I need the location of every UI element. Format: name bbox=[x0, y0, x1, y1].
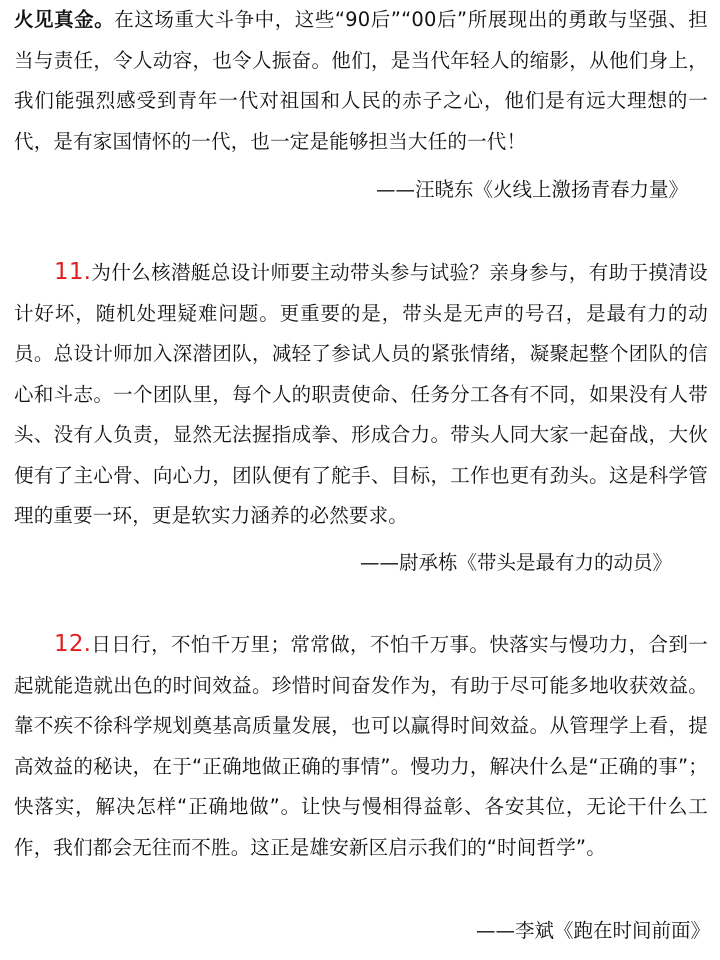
paragraph-source-citation: ——李斌《跑在时间前面》 bbox=[475, 919, 710, 942]
paragraph-body: 在这场重大斗争中，这些“90后”“00后”所展现出的勇敢与坚强、担当与责任，令人动容，也令人振奋。他们，是当代年轻人的缩影，从他们身上，我们能强烈感受到青年一代对祖国和人民的赤子之心，他们是有远大理想的一代，是有家国情怀的一代，也一定是能够担当大任的一代！ bbox=[14, 8, 708, 153]
paragraph-number: 12. bbox=[54, 631, 92, 657]
paragraph-source-citation: ——汪晓东《火线上激扬青春力量》 bbox=[375, 178, 688, 201]
paragraph-lead-bold: 火见真金。 bbox=[14, 8, 115, 31]
paragraph-number: 11. bbox=[54, 259, 92, 285]
paragraph-12 bbox=[14, 624, 708, 868]
paragraph-top bbox=[14, 0, 708, 162]
paragraph-source-citation: ——尉承栋《带头是最有力的动员》 bbox=[359, 551, 672, 574]
paragraph-body: 为什么核潜艇总设计师要主动带头参与试验？亲身参与，有助于摸清设计好坏，随机处理疑难问题。更重要的是，带头是无声的号召，是最有力的动员。总设计师加入深潜团队，减轻了参试人员的紧张情绪，凝聚起整个团队的信心和斗志。一个团队里，每个人的职责使命、任务分工各有不同，如果没有人带头、没有人负责，显然无法握指成拳、形成合力。带头人同大家一起奋战，大伙便有了主心骨、向心力，团队便有了舵手、目标，工作也更有劲头。这是科学管理的重要一环，更是软实力涵养的必然要求。 bbox=[14, 261, 708, 527]
paragraph-body: 日日行，不怕千万里；常常做，不怕千万事。快落实与慢功力，合到一起就能造就出色的时间效益。珍惜时间奋发作为，有助于尽可能多地收获效益。靠不疾不徐科学规划奠基高质量发展，也可以赢得时间效益。从管理学上看，提高效益的秘诀，在于“正确地做正确的事情”。慢功力，解决什么是“正确的事”；快落实，解决怎样“正确地做”。让快与慢相得益彰、各安其位，无论干什么工作，我们都会无往而不胜。这正是雄安新区启示我们的“时间哲学”。 bbox=[14, 633, 708, 859]
paragraph-11 bbox=[14, 252, 708, 537]
